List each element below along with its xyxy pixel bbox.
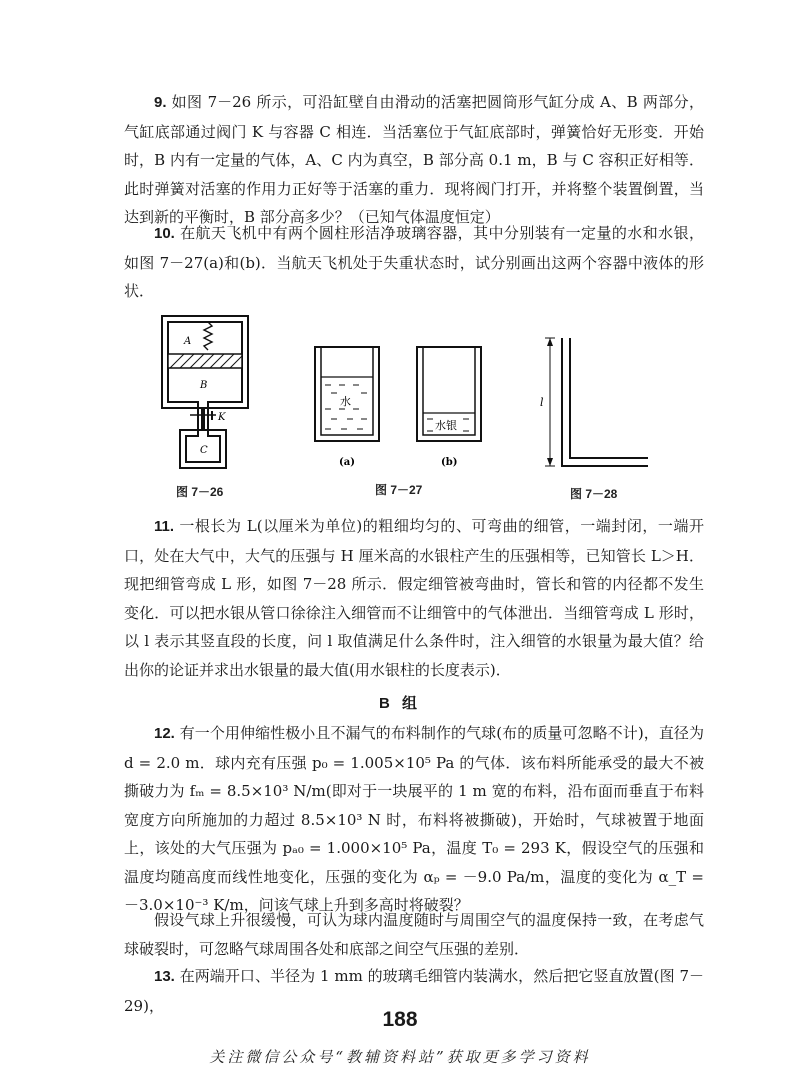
problem-text: 有一个用伸缩性极小且不漏气的布料制作的气球(布的质量可忽略不计)，直径为 d = 2.0 m．球内充有压强 p₀ = 1.005×10⁵ Pa 的气体．该布料所能承受的最大不被撕破力为 fₘ = 8.5×10³ N/m(即对于一块展平的 1 m 宽的布料，沿布面而垂直于布料宽度方向所施加的力超过 8.5×10³ N 时，布料将被撕破)，开始时，气球被置于地面上，该处的大气压强为 pₐ₀ = 1.000×10⁵ Pa，温度 T₀ = 293 K，假设空气的压强和温度均随高度而线性地变化，压强的变化为 αₚ = －9.0 Pa/m，温度的变化为 α_T = －3.0×10⁻³ K/m，问该气球上升到多高时将破裂？ [124,724,704,914]
footer-watermark: 关注微信公众号“教辅资料站”获取更多学习资料 [209,1048,591,1066]
problem-12 [124,719,704,920]
length-label: l [540,396,544,409]
problem-text: 在航天飞机中有两个圆柱形洁净玻璃容器，其中分别装有一定量的水和水银，如图 7－27(a)和(b)．当航天飞机处于失重状态时，试分别画出这两个容器中液体的形状． [124,224,704,300]
problem-number: 11. [154,518,175,535]
problem-number: 12. [154,725,175,742]
label-c: C [200,445,208,456]
figure-7-26 [160,312,250,474]
problem-9 [124,88,704,232]
figure-7-27-caption: 图 7－27 [375,483,423,497]
figure-7-27 [313,343,498,473]
problem-text: 如图 7－26 所示，可沿缸壁自由滑动的活塞把圆筒形气缸分成 A、B 两部分，气缸底部通过阀门 K 与容器 C 相连．当活塞位于气缸底部时，弹簧恰好无形变．开始时，B 内有一定量的气体，A、C 内为真空，B 部分高 0.1 m，B 与 C 容积正好相等．此时弹簧对活塞的作用力正好等于活塞的重力．现将阀门打开，并将整个装置倒置，当达到新的平衡时，B 部分高多少？（已知气体温度恒定） [124,93,704,226]
problem-text: 假设气球上升很缓慢，可认为球内温度随时与周围空气的温度保持一致，在考虑气球破裂时，可忽略气球周围各处和底部之间空气压强的差别． [124,911,704,958]
figure-7-26-caption: 图 7－26 [176,485,224,499]
figure-7-28 [540,336,650,476]
page-number: 188 [382,1008,418,1031]
problem-number: 13. [154,968,175,985]
problem-number: 10. [154,225,175,242]
mercury-label: 水银 [435,419,457,432]
label-a: A [184,336,192,347]
problem-text: 一根长为 L(以厘米为单位)的粗细均匀的、可弯曲的细管，一端封闭，一端开口，处在大气中，大气的压强与 H 厘米高的水银柱产生的压强相等，已知管长 L＞H．现把细管弯成 L 形，如图 7－28 所示．假定细管被弯曲时，管长和管的内径都不发生变化．可以把水银从管口徐徐注入细管而不让细管中的气体泄出．当细管弯成 L 形时，以 l 表示其竖直段的长度，问 l 取值满足什么条件时，注入细管的水银量为最大值？给出你的论证并求出水银量的最大值(用水银柱的长度表示)． [124,517,704,679]
sub-label-b: (b) [441,457,458,468]
problem-10 [124,219,704,306]
sub-label-a: (a) [339,457,355,468]
label-b: B [200,380,208,391]
water-label: 水 [340,395,351,408]
label-k: K [218,412,226,423]
problem-number: 9. [154,94,167,111]
figure-7-28-caption: 图 7－28 [570,487,618,501]
problem-12-note [124,906,704,963]
problem-11 [124,512,704,684]
problem-text: 在两端开口、半径为 1 mm 的玻璃毛细管内装满水，然后把它竖直放置(图 7－29)， [124,967,704,1015]
section-heading: B 组 [378,695,421,712]
